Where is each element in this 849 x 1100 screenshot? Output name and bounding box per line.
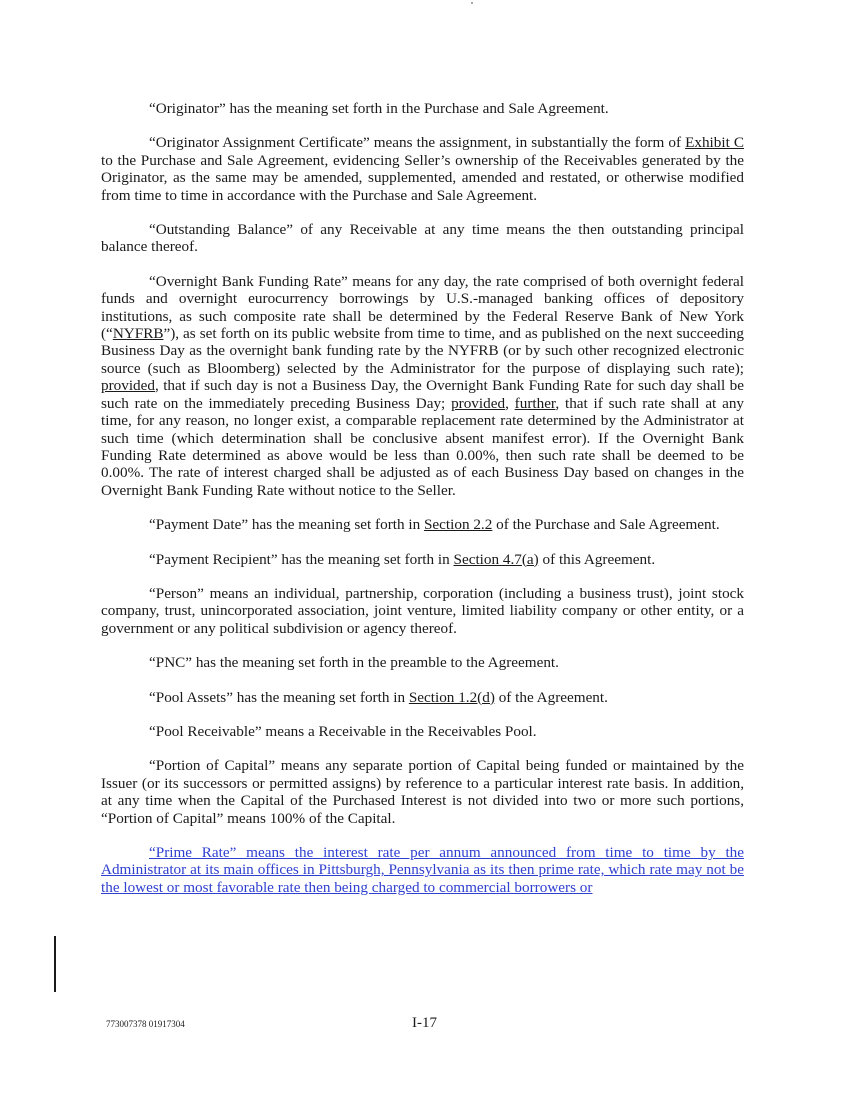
definition-text: “Originator” has the meaning set forth in the Purchase and Sale Agreement.: [149, 100, 609, 117]
cross-reference-link[interactable]: Section 1.2(d): [408, 688, 495, 706]
definition-text: , that if such rate shall at any time, for any reason, no longer exist, a comparable replacement rate determined by the Administrator at such time (which determination shall be conclusive absent manifest error). If the Overnight Bank Funding Rate determined as above would be less than 0.00%, then such rate shall be deemed to be 0.00%. The rate of interest charged shall be adjusted as of each Business Day based on changes in the Overnight Bank Funding Rate without notice to the Seller.: [101, 394, 745, 499]
cross-reference-link[interactable]: Section 2.2: [423, 516, 493, 534]
definition-payment-recipient: [101, 551, 744, 568]
definition-originator: [101, 100, 744, 117]
scan-mark: [471, 2, 473, 4]
definition-pool-receivable: [101, 723, 744, 740]
definition-prime-rate: [101, 844, 744, 896]
revision-change-bar: [54, 936, 56, 992]
definition-text: “Overnight Bank Funding Rate” means for any day, the rate comprised of both overnight federal funds and overnight eurocurrency borrowings by U.S.-managed banking offices of depository institutions, as such composite rate shall be determined by the Federal Reserve Bank of New York (“: [101, 272, 744, 343]
footer-page-number: I-17: [412, 1015, 437, 1031]
inserted-revision-text: “Prime Rate” means the interest rate per annum announced from time to time by the Administrator at its main offices in Pittsburgh, Pennsylvania as its then prime rate, which rate may not be the lowest or most favorable rate then being charged to commercial borrowers or: [101, 844, 744, 896]
definition-overnight-bank-funding-rate: [101, 273, 744, 499]
definition-pnc: [101, 654, 744, 671]
definition-text: “Pool Assets” has the meaning set forth in: [149, 688, 409, 706]
footer-document-id: 773007378 01917304: [106, 1019, 185, 1029]
cross-reference-link[interactable]: provided: [101, 377, 155, 395]
definition-text: “Originator Assignment Certificate” means the assignment, in substantially the form of: [149, 134, 686, 152]
definition-text: “Pool Receivable” means a Receivable in the Receivables Pool.: [149, 722, 537, 740]
definition-text: of the Agreement.: [494, 688, 608, 706]
definition-text: “PNC” has the meaning set forth in the preamble to the Agreement.: [149, 654, 559, 672]
definition-text: “Payment Recipient” has the meaning set forth in: [149, 550, 454, 568]
definition-text: to the Purchase and Sale Agreement, evidencing Seller’s ownership of the Receivables generated by the Originator, as the same may be amended, supplemented, amended and restated, or otherwise modified from time to time in accordance with the Purchase and Sale Agreement.: [101, 151, 744, 204]
definition-text: , that if such day is not a Business Day, the Overnight Bank Funding Rate for such day shall be such rate on the immediately preceding Business Day;: [101, 377, 744, 412]
cross-reference-link[interactable]: NYFRB: [112, 325, 164, 343]
definition-text: ,: [505, 394, 515, 412]
cross-reference-link[interactable]: Exhibit C: [685, 134, 744, 152]
definition-portion-of-capital: [101, 757, 744, 827]
definition-text: “Outstanding Balance” of any Receivable at any time means the then outstanding principal balance thereof.: [101, 221, 744, 256]
cross-reference-link[interactable]: Section 4.7(a): [453, 550, 539, 568]
definition-outstanding-balance: [101, 221, 744, 256]
definition-pool-assets: [101, 689, 744, 706]
definition-text: “Portion of Capital” means any separate portion of Capital being funded or maintained by the Issuer (or its successors or permitted assigns) by reference to a particular interest rate basis. In addition, at any time when the Capital of the Purchased Interest is not divided into two or more such portions, “Portion of Capital” means 100% of the Capital.: [101, 757, 744, 827]
definition-text: ”), as set forth on its public website from time to time, and as published on the next succeeding Business Day as the overnight bank funding rate by the NYFRB (or by such other recognized electronic source (such as Bloomberg) selected by the Administrator for the purpose of displaying such rate);: [101, 325, 744, 377]
definition-payment-date: [101, 516, 744, 533]
definition-originator-assignment-certificate: [101, 134, 744, 204]
definition-text: of this Agreement.: [538, 550, 656, 568]
cross-reference-link[interactable]: further: [514, 394, 556, 412]
definition-person: [101, 585, 744, 637]
cross-reference-link[interactable]: provided: [451, 394, 506, 412]
definition-text: “Person” means an individual, partnership, corporation (including a business trust), joint stock company, trust, unincorporated association, joint venture, limited liability company or other entity, or a government or any political subdivision or agency thereof.: [101, 584, 744, 637]
definition-text: “Payment Date” has the meaning set forth in: [149, 516, 424, 534]
document-body: [101, 100, 744, 913]
definition-text: of the Purchase and Sale Agreement.: [492, 516, 720, 534]
